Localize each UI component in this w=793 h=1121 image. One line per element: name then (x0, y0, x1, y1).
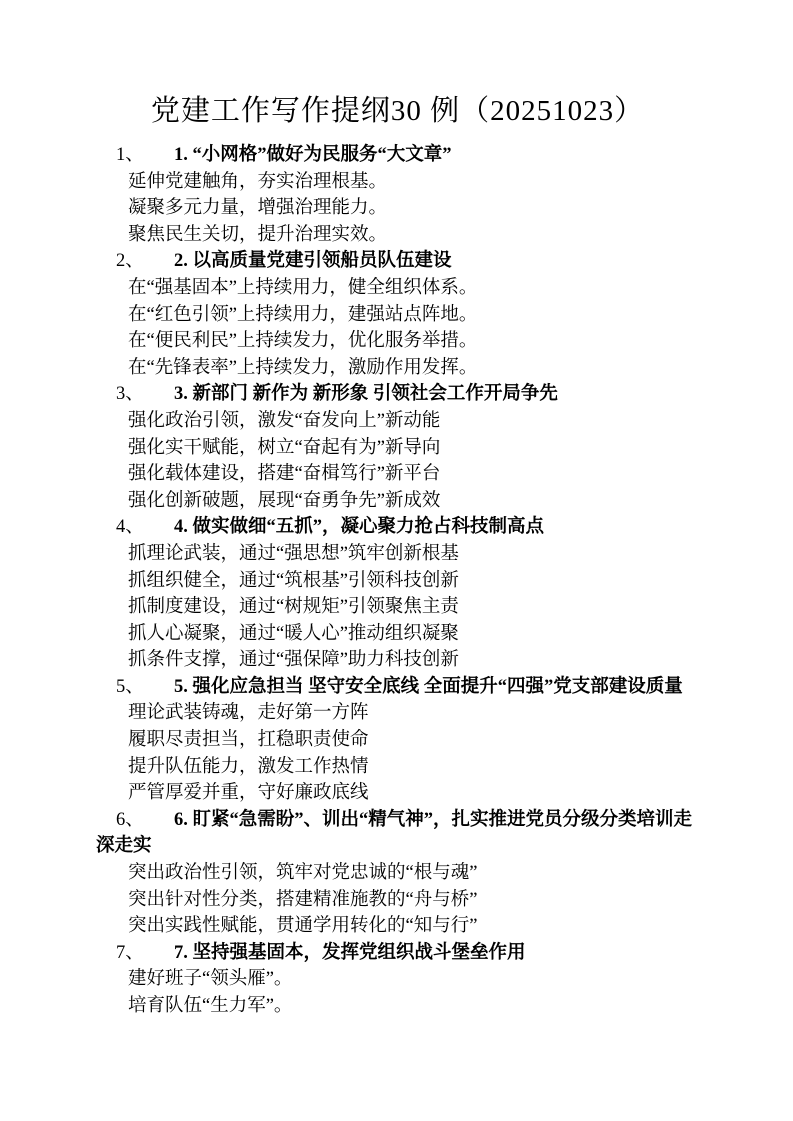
paragraph: 抓理论武装，通过“强思想”筑牢创新根基 (128, 543, 459, 564)
section-number: 5、 (116, 676, 144, 697)
paragraph: 严管厚爱并重，守好廉政底线 (128, 783, 369, 804)
section-number: 3、 (116, 384, 144, 405)
paragraph: 聚焦民生关切，提升治理实效。 (128, 224, 388, 245)
paragraph: 在“强基固本”上持续用力，健全组织体系。 (128, 277, 478, 298)
paragraph: 强化政治引领，激发“奋发向上”新动能 (128, 410, 441, 431)
section-heading-text: 6. 盯紧“急需盼”、训出“精气神”，扎实推进党员分级分类培训走深走实 (96, 809, 693, 857)
paragraph: 在“便民利民”上持续发力，优化服务举措。 (128, 331, 478, 352)
paragraph: 强化创新破题，展现“奋勇争先”新成效 (128, 490, 441, 511)
section-heading (96, 674, 699, 701)
section-heading (96, 940, 699, 967)
section-heading-text: 4. 做实做细“五抓”，凝心聚力抢占科技制高点 (174, 517, 545, 538)
paragraph: 提升队伍能力，激发工作热情 (128, 756, 369, 777)
section-heading-text: 5. 强化应急担当 坚守安全底线 全面提升“四强”党支部建设质量 (174, 676, 683, 697)
paragraph: 在“红色引领”上持续用力，建强站点阵地。 (128, 304, 478, 325)
document-body (96, 142, 699, 1020)
paragraph: 履职尽责担当，扛稳职责使命 (128, 730, 369, 751)
document-title: 党建工作写作提纲30 例（20251023） (150, 95, 645, 127)
paragraph: 突出实践性赋能，贯通学用转化的“知与行” (128, 916, 478, 937)
section-number: 1、 (116, 145, 144, 165)
paragraph: 抓条件支撑，通过“强保障”助力科技创新 (128, 650, 459, 671)
paragraph: 强化载体建设，搭建“奋楫笃行”新平台 (128, 464, 441, 485)
section-number: 4、 (116, 517, 144, 538)
section-heading (96, 248, 699, 275)
paragraph: 在“先锋表率”上持续发力，激励作用发挥。 (128, 357, 478, 378)
paragraph: 突出政治性引领，筑牢对党忠诚的“根与魂” (128, 863, 478, 884)
paragraph: 凝聚多元力量，增强治理能力。 (128, 198, 388, 219)
section-heading-text: 2. 以高质量党建引领船员队伍建设 (174, 251, 452, 272)
section-number: 6、 (116, 809, 144, 830)
section-number: 2、 (116, 251, 144, 272)
section-heading-text: 1. “小网格”做好为民服务“大文章” (174, 145, 452, 165)
paragraph: 培育队伍“生力军”。 (128, 996, 293, 1016)
paragraph: 抓制度建设，通过“树规矩”引领聚焦主责 (128, 597, 459, 618)
paragraph: 抓人心凝聚，通过“暖人心”推动组织凝聚 (128, 623, 459, 644)
section-heading (96, 807, 699, 860)
paragraph: 建好班子“领头雁”。 (128, 969, 293, 990)
paragraph: 强化实干赋能，树立“奋起有为”新导向 (128, 437, 441, 458)
section-number: 7、 (116, 942, 144, 963)
section-heading (96, 514, 699, 541)
section-heading (96, 381, 699, 408)
paragraph: 突出针对性分类，搭建精准施教的“舟与桥” (128, 889, 478, 910)
section-heading (96, 142, 699, 169)
section-heading-text: 7. 坚持强基固本，发挥党组织战斗堡垒作用 (174, 942, 526, 963)
paragraph: 抓组织健全，通过“筑根基”引领科技创新 (128, 570, 459, 591)
section-heading-text: 3. 新部门 新作为 新形象 引领社会工作开局争先 (174, 384, 558, 405)
paragraph: 延伸党建触角，夯实治理根基。 (128, 171, 388, 192)
paragraph: 理论武装铸魂，走好第一方阵 (128, 703, 369, 724)
